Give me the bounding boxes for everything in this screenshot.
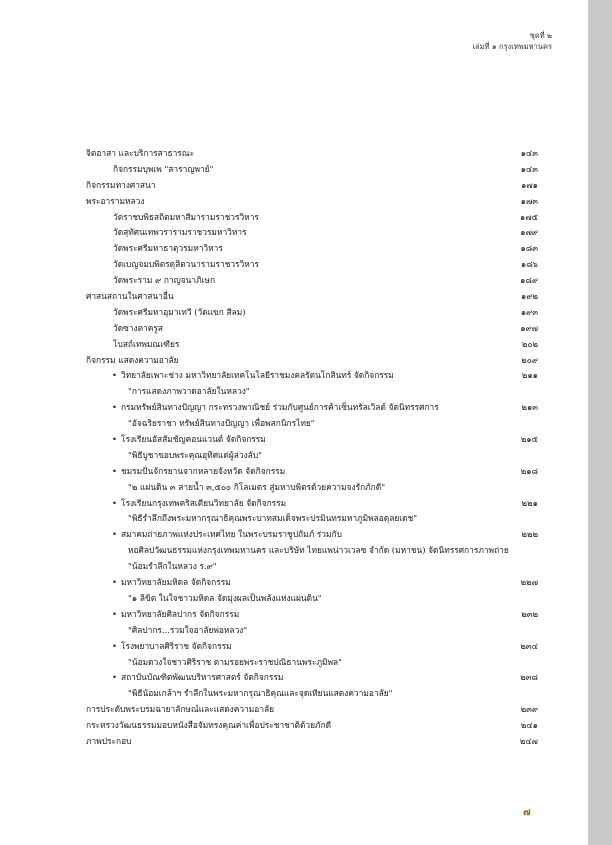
- table-of-contents: [86, 146, 538, 750]
- toc-entry-title: พระอารามหลวง: [86, 195, 145, 206]
- toc-entry-title: • โรงพยาบาลศิริราช จัดกิจกรรม: [86, 639, 538, 655]
- toc-entry[interactable]: [86, 384, 538, 400]
- toc-entry-title: การประดับพระบรมฉายาลักษณ์และแสดงความอาลัย: [86, 704, 275, 715]
- toc-entry-page: ๒๒๑: [521, 497, 538, 508]
- toc-entry-page: ๒๒๒: [521, 529, 538, 540]
- toc-entry[interactable]: [86, 670, 538, 686]
- toc-entry[interactable]: [86, 416, 538, 432]
- toc-entry-title: • วิทยาลัยเพาะช่าง มหาวิทยาลัยเทคโนโลยีราชมงคลรัตนโกสินทร์ จัดกิจกรรม: [86, 368, 538, 384]
- toc-entry-title: "น้อมดวงใจชาวศิริราช ตามรอยพระราชปณิธานพระภูมิพล": [128, 656, 342, 667]
- toc-entry[interactable]: [86, 718, 538, 734]
- toc-entry[interactable]: [86, 734, 538, 750]
- toc-entry-title: ศาสนสถานในศาสนาอื่น: [86, 291, 174, 302]
- toc-entry-title: "น้อมรำลึกในหลวง ร.๙": [128, 561, 217, 572]
- toc-entry-page: ๒๐๙: [521, 354, 538, 365]
- toc-entry[interactable]: [86, 591, 538, 607]
- toc-entry-title: "๑ ลิขิต ในใจชาวมหิดล จัดมุ่งผลเป็นพลังแห่งแผ่นดิน": [128, 592, 322, 603]
- toc-entry[interactable]: [86, 639, 538, 655]
- toc-entry[interactable]: [86, 146, 538, 162]
- toc-entry-page: ๑๙๓: [520, 306, 538, 317]
- toc-entry[interactable]: [86, 289, 538, 305]
- toc-entry-page: ๑๘๙: [520, 275, 538, 286]
- toc-entry-page: ๒๔๗: [519, 735, 538, 746]
- toc-entry-title: จิตอาสา และบริการสาธารณะ: [86, 148, 195, 158]
- toc-entry[interactable]: [86, 368, 538, 384]
- toc-entry[interactable]: [86, 162, 538, 178]
- toc-entry[interactable]: [86, 655, 538, 671]
- toc-entry-title: วัดเบญจมบพิตรดุสิตวนารามราชวรวิหาร: [113, 259, 260, 270]
- toc-entry-page: ๒๑๑: [521, 370, 538, 381]
- toc-entry-page: ๒๔๑: [520, 720, 538, 731]
- toc-entry[interactable]: [86, 527, 538, 543]
- toc-entry-title: "พิธีรำลึกถึงพระมหากรุณาธิคุณพระบาทสมเด็จพระปรมินทรมหาภูมิพลอดุลยเดช": [128, 513, 418, 524]
- toc-entry[interactable]: [86, 543, 538, 559]
- toc-entry[interactable]: [86, 305, 538, 321]
- toc-entry-title: • มหาวิทยาลัยศิลปากร จัดกิจกรรม: [86, 607, 538, 623]
- toc-entry-title: • โรงเรียนอัสสัมชัญคอนแวนต์ จัดกิจกรรม: [86, 432, 538, 448]
- toc-entry-title: "อัจฉริยราชา ทรัพย์สินทางปัญญา เพื่อพสกนิกรไทย": [128, 418, 315, 429]
- toc-entry[interactable]: [86, 353, 538, 369]
- toc-entry[interactable]: [86, 273, 538, 289]
- toc-entry-page: ๑๗๕: [520, 211, 538, 222]
- toc-entry[interactable]: [86, 210, 538, 226]
- toc-entry-page: ๒๑๓: [521, 402, 538, 413]
- toc-entry-title: • ชมรมปั่นจักรยานจากหลายจังหวัด จัดกิจกรรม: [86, 464, 538, 480]
- toc-entry[interactable]: [86, 607, 538, 623]
- toc-entry-title: "ศิลปากร...รวมใจอาลัยพ่อหลวง": [128, 624, 248, 635]
- toc-entry-title: กิจกรรมทางศาสนา: [86, 179, 156, 190]
- toc-entry[interactable]: [86, 575, 538, 591]
- toc-entry[interactable]: [86, 702, 538, 718]
- toc-entry-title: • กรมทรัพย์สินทางปัญญา กระทรวงพาณิชย์ ร่วมกับศูนย์การค้าเซ็นทรัลเวิลด์ จัดนิทรรศการ: [86, 400, 538, 416]
- toc-entry-title: • สมาคมถ่ายภาพแห่งประเทศไทย ในพระบรมราชูปถัมภ์ ร่วมกับ: [86, 527, 538, 543]
- toc-entry[interactable]: [86, 623, 538, 639]
- toc-entry-page: ๑๗๓: [520, 195, 538, 206]
- toc-entry[interactable]: [86, 257, 538, 273]
- toc-entry-title: โบสถ์เทพมณเฑียร: [113, 338, 180, 349]
- toc-entry[interactable]: [86, 337, 538, 353]
- toc-entry[interactable]: [86, 480, 538, 496]
- toc-entry-page: ๒๓๔: [520, 640, 538, 651]
- toc-entry-title: วัดซางตาครูส: [113, 322, 163, 333]
- toc-entry-title: • มหาวิทยาลัยมหิดล จัดกิจกรรม: [86, 575, 538, 591]
- toc-entry[interactable]: [86, 686, 538, 702]
- toc-entry-title: • โรงเรียนกรุงเทพคริสเตียนวิทยาลัย จัดกิจกรรม: [86, 496, 538, 512]
- toc-entry[interactable]: [86, 225, 538, 241]
- toc-entry-page: ๑๗๙: [520, 227, 538, 238]
- toc-entry[interactable]: [86, 321, 538, 337]
- toc-entry[interactable]: [86, 496, 538, 512]
- toc-entry[interactable]: [86, 178, 538, 194]
- toc-entry-page: ๒๒๗: [520, 577, 538, 588]
- toc-entry-page: ๑๙๗: [520, 322, 538, 333]
- toc-entry-title: วัดราชบพิธสถิตมหาสีมารามราชวรวิหาร: [113, 211, 259, 222]
- toc-entry-title: วัดสุทัศนเทพวรารามราชวรมหาวิหาร: [113, 227, 247, 238]
- toc-entry-page: ๑๘๖: [520, 259, 538, 270]
- toc-entry-page: ๑๙๒: [521, 291, 538, 302]
- toc-entry-title: วัดพระศรีมหาธาตุวรมหาวิหาร: [113, 243, 223, 254]
- toc-entry[interactable]: [86, 511, 538, 527]
- toc-entry-page: ๒๓๙: [520, 704, 538, 715]
- side-margin-band: [588, 0, 612, 845]
- toc-entry-title: "๒ แผ่นดิน ๓ สายน้ำ ๓,๕๐๐ กิโลเมตร สู่มหาบพิตรด้วยความจงรักภักดี": [128, 481, 386, 492]
- toc-entry-title: "พิธีน้อมเกล้าฯ รำลึกในพระมหากรุณาธิคุณและจุดเทียนแสดงความอาลัย": [128, 688, 393, 699]
- toc-entry[interactable]: [86, 194, 538, 210]
- toc-entry-page: ๑๔๓: [520, 163, 538, 174]
- toc-entry[interactable]: [86, 432, 538, 448]
- toc-entry-title: กระทรวงวัฒนธรรมมอบหนังสือจัมทรงคุณค่าเพื่อประชาชาติด้วยภักดี: [86, 720, 332, 731]
- toc-entry[interactable]: [86, 464, 538, 480]
- toc-entry-title: หอศิลปวัฒนธรรมแห่งกรุงเทพมหานคร และบริษัท ไทยแพน่าวเวลซ จำกัด (มหาชน) จัดนิทรรศการภาพถ่าย: [128, 545, 509, 556]
- toc-entry[interactable]: [86, 241, 538, 257]
- toc-entry-title: กิจกรรม แสดงความอาลัย: [86, 354, 179, 365]
- volume-label: เล่มที่ ๑ กรุงเทพมหานคร: [472, 42, 552, 51]
- toc-entry-page: ๒๓๒: [521, 608, 538, 619]
- toc-entry-page: ๒๓๘: [520, 672, 538, 683]
- toc-entry[interactable]: [86, 400, 538, 416]
- toc-entry-title: วัดพระราม ๙ กาญจนาภิเษก: [113, 275, 216, 286]
- toc-entry-title: วัดพระศรีมหาอุมาเทวี (วัดแขก สีลม): [113, 306, 246, 317]
- toc-entry[interactable]: [86, 448, 538, 464]
- toc-entry-page: ๒๑๘: [520, 465, 538, 476]
- series-label: ชุดที่ ๒: [529, 31, 552, 40]
- toc-entry-title: • สถาบันบัณฑิตพัฒนบริหารศาสตร์ จัดกิจกรรม: [86, 670, 538, 686]
- toc-entry-page: ๒๐๒: [521, 338, 538, 349]
- toc-entry-title: "การแสดงภาพวาดอาลัยในหลวง": [128, 386, 250, 397]
- toc-entry-page: ๑๔๓: [520, 148, 538, 158]
- toc-entry-page: ๑๗๑: [521, 179, 538, 190]
- toc-entry-page: ๑๘๓: [520, 243, 538, 254]
- page-number: ๗: [523, 807, 531, 818]
- toc-entry-title: กิจกรรมบุพเพ "สาราญพาย์": [113, 163, 214, 174]
- toc-entry[interactable]: [86, 559, 538, 575]
- toc-entry-page: ๒๑๕: [520, 434, 538, 445]
- toc-entry-title: ภาพประกอบ: [86, 735, 132, 746]
- running-header: [472, 30, 552, 52]
- toc-entry-title: "พิธีบูชาขอบพระคุณอุทิศแด่ผู้ล่วงลับ": [128, 449, 262, 460]
